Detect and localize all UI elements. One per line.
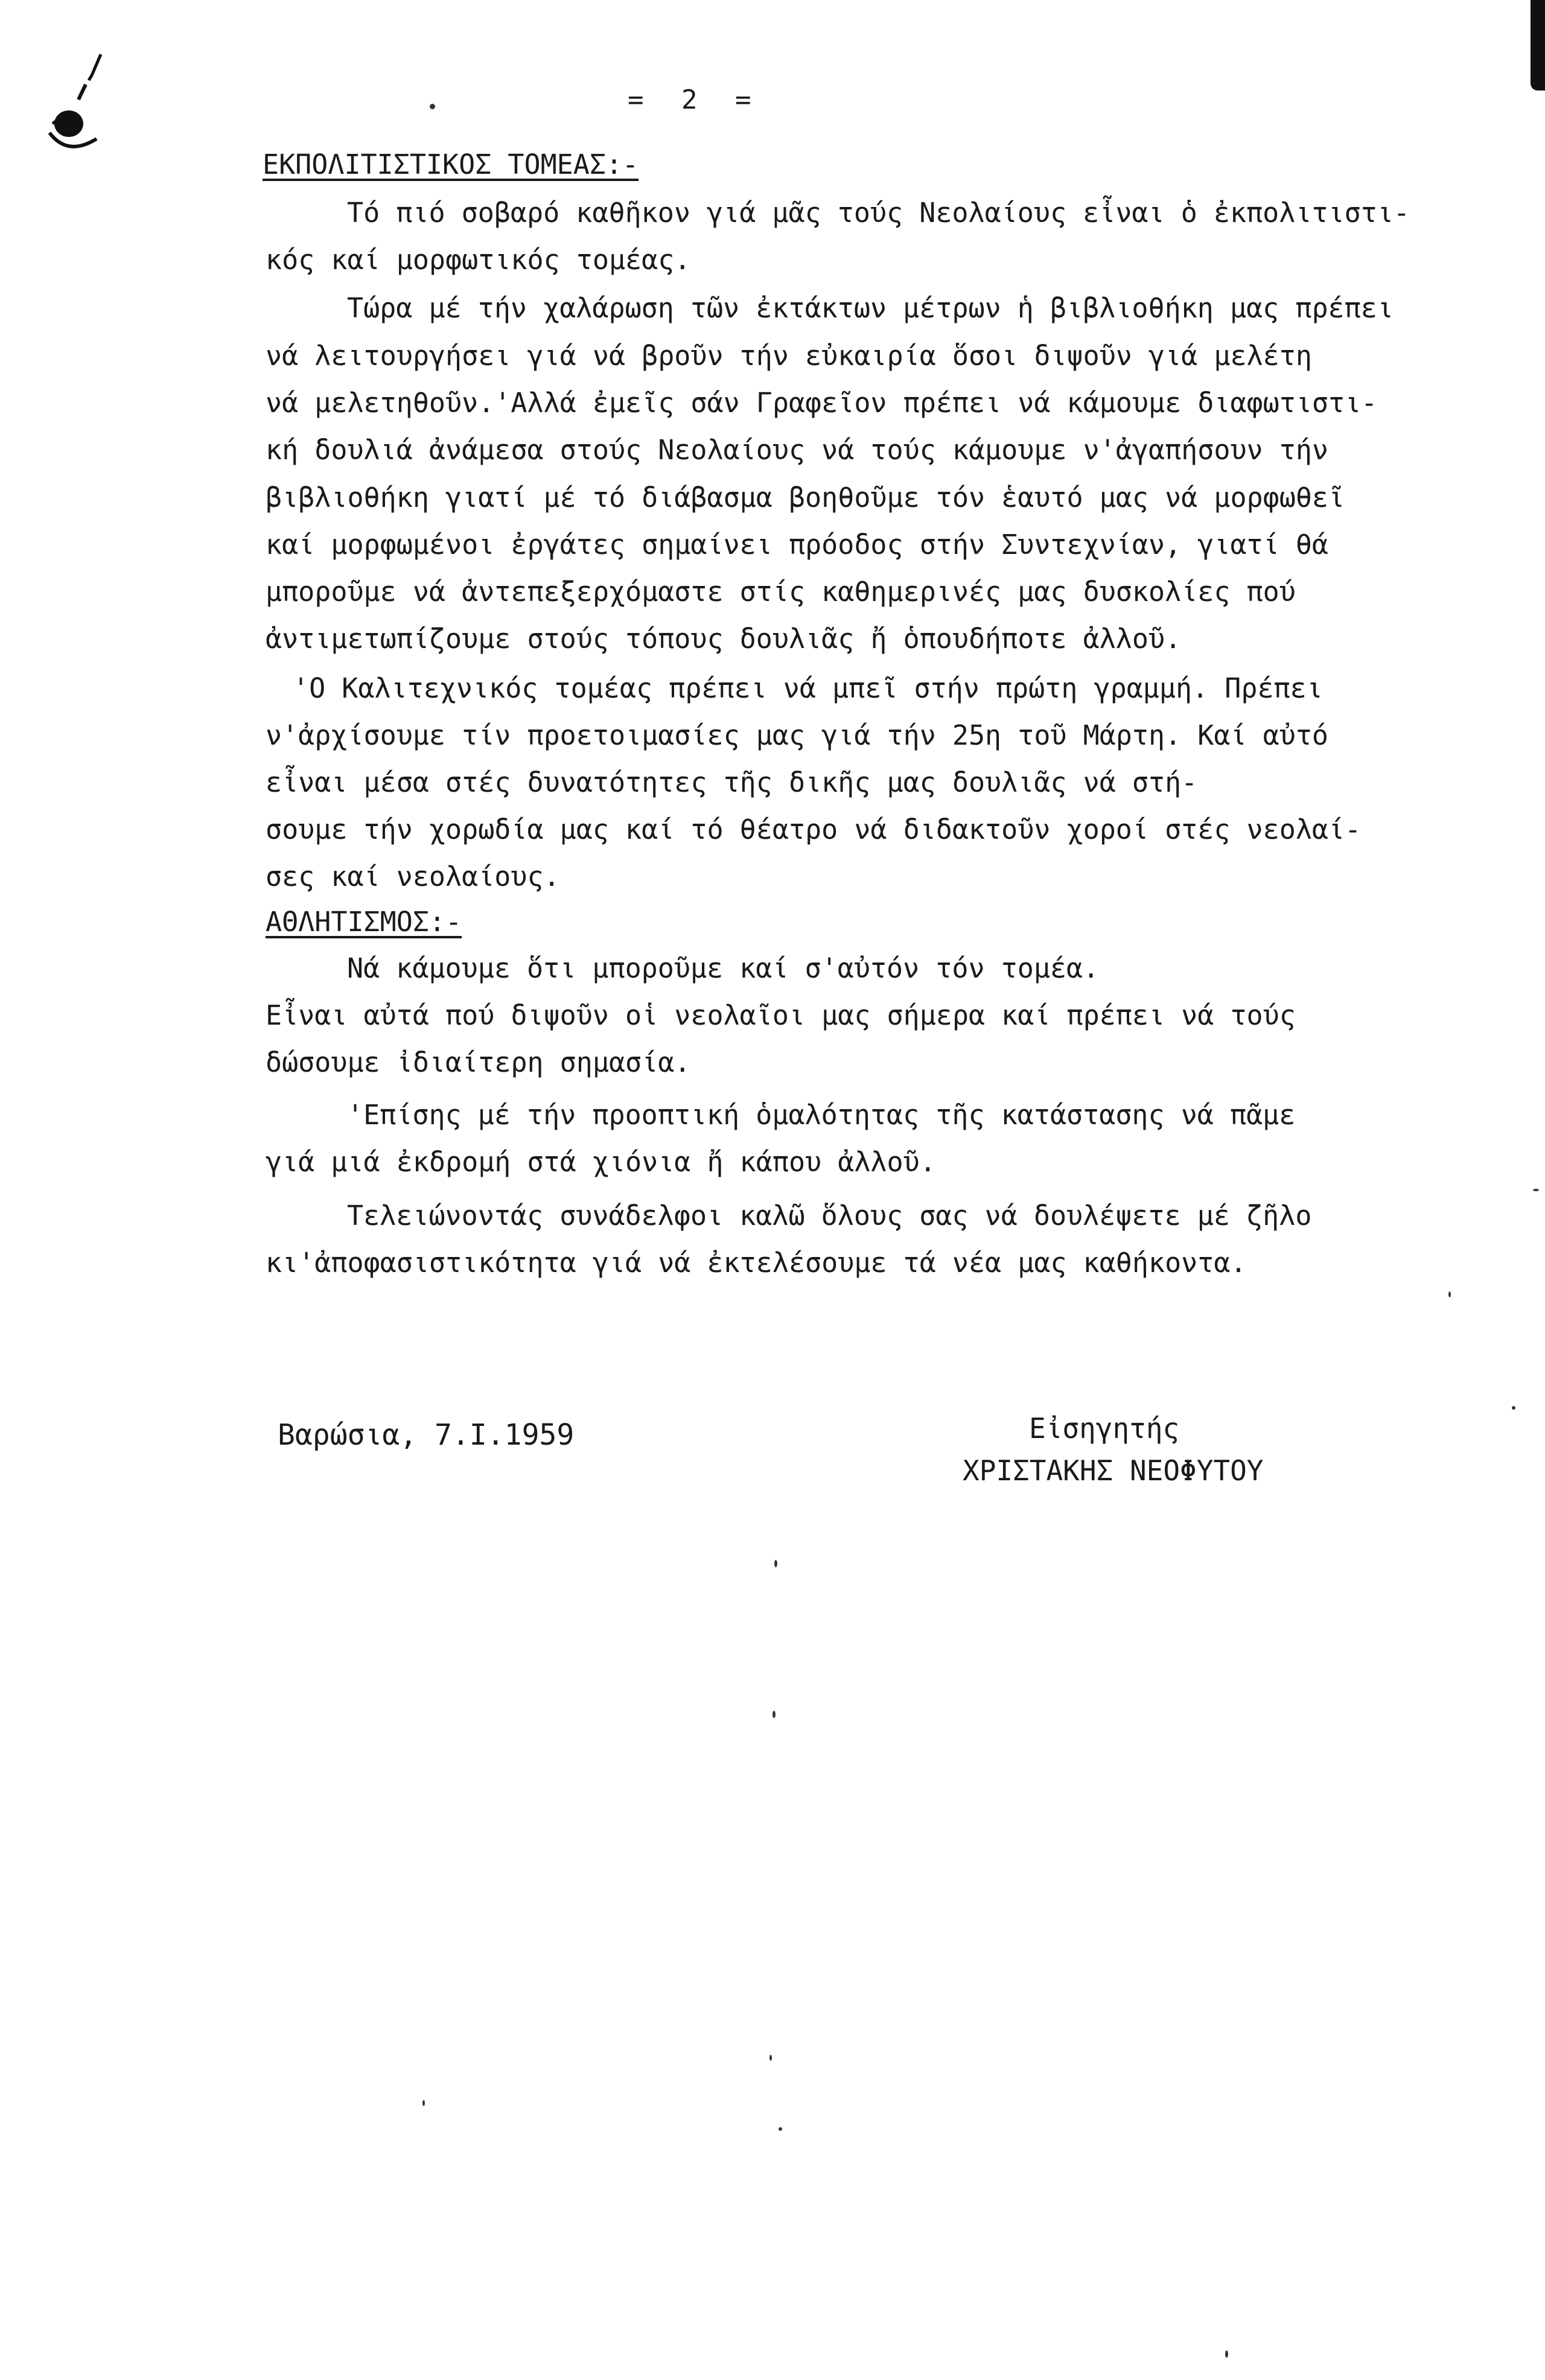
scan-speck <box>430 104 435 109</box>
scan-speck <box>769 2055 772 2061</box>
body-line: βιβλιοθήκη γιατί μέ τό διάβασμα βοηθοῦμε τόν ἑαυτό μας νά μορφωθεῖ <box>266 482 1345 514</box>
scan-speck <box>1533 1189 1539 1191</box>
body-line: κι'ἀποφασιστικότητα γιά νά ἐκτελέσουμε τά νέα μας καθήκοντα. <box>266 1247 1247 1279</box>
section-heading-sports: ΑΘΛΗΤΙΣΜΟΣ:- <box>266 906 462 938</box>
body-line: 'Ο Καλιτεχνικός τομέας πρέπει νά μπεῖ στήν πρώτη γραμμή. Πρέπει <box>293 672 1323 704</box>
page-number: = 2 = <box>628 84 762 115</box>
body-line: ἀντιμετωπίζουμε στούς τόπους δουλιᾶς ἤ ὁπουδήποτε ἀλλοῦ. <box>266 623 1182 655</box>
signatory-name: ΧΡΙΣΤΑΚΗΣ ΝΕΟΦΥΤΟΥ <box>963 1454 1264 1487</box>
body-line: 'Επίσης μέ τήν προοπτική ὁμαλότητας τῆς κατάστασης νά πᾶμε <box>347 1099 1296 1131</box>
scan-speck <box>779 2127 782 2131</box>
ink-stamp-icon <box>43 51 116 160</box>
body-line: σες καί νεολαίους. <box>266 861 560 892</box>
signatory-role: Εἰσηγητής <box>1029 1412 1180 1445</box>
scan-speck <box>774 1560 777 1567</box>
scan-speck <box>1448 1291 1451 1297</box>
body-line: Τώρα μέ τήν χαλάρωση τῶν ἐκτάκτων μέτρων ἡ βιβλιοθήκη μας πρέπει <box>347 292 1394 324</box>
body-line: δώσουμε ἰδιαίτερη σημασία. <box>266 1046 691 1078</box>
document-date: Βαρώσια, 7.I.1959 <box>278 1418 575 1452</box>
body-line: καί μορφωμένοι ἐργάτες σημαίνει πρόοδος στήν Συντεχνίαν, γιατί θά <box>266 529 1328 561</box>
scan-speck <box>422 2100 425 2106</box>
body-line: μποροῦμε νά ἀντεπεξερχόμαστε στίς καθημερινές μας δυσκολίες πού <box>266 576 1296 608</box>
body-line: ν'ἀρχίσουμε τίν προετοιμασίες μας γιά τήν 25η τοῦ Μάρτη. Καί αὐτό <box>266 719 1328 751</box>
scan-speck <box>1225 2350 1228 2358</box>
body-line: γιά μιά ἐκδρομή στά χιόνια ἤ κάπου ἀλλοῦ. <box>266 1146 936 1178</box>
scan-speck <box>772 1711 776 1718</box>
body-line: σουμε τήν χορωδία μας καί τό θέατρο νά διδακτοῦν χοροί στές νεολαί- <box>266 813 1362 845</box>
body-line: εἶναι μέσα στές δυνατότητες τῆς δικῆς μας δουλιᾶς νά στή- <box>266 766 1198 798</box>
body-line: νά λειτουργήσει γιά νά βροῦν τήν εὐκαιρία ὅσοι διψοῦν γιά μελέτη <box>266 340 1312 372</box>
scan-edge-mark <box>1531 0 1545 91</box>
body-line: Τελειώνοντάς συνάδελφοι καλῶ ὅλους σας νά δουλέψετε μέ ζῆλο <box>347 1200 1312 1232</box>
body-line: νά μελετηθοῦν.'Αλλά ἐμεῖς σάν Γραφεῖον πρέπει νά κάμουμε διαφωτιστι- <box>266 387 1378 419</box>
body-line: Εἶναι αὐτά πού διψοῦν οἱ νεολαῖοι μας σήμερα καί πρέπει νά τούς <box>266 999 1296 1031</box>
section-heading-education: ΕΚΠΟΛΙΤΙΣΤΙΚΟΣ ΤΟΜΕΑΣ:- <box>263 148 639 180</box>
body-line: κή δουλιά ἀνάμεσα στούς Νεολαίους νά τούς κάμουμε ν'ἀγαπήσουν τήν <box>266 434 1328 466</box>
body-line: Τό πιό σοβαρό καθῆκον γιά μᾶς τούς Νεολαίους εἶναι ὁ ἐκπολιτιστι- <box>347 197 1410 229</box>
body-line: Νά κάμουμε ὅτι μποροῦμε καί σ'αὐτόν τόν τομέα. <box>347 952 1100 984</box>
body-line: κός καί μορφωτικός τομέας. <box>266 244 691 276</box>
scan-speck <box>1512 1406 1515 1410</box>
